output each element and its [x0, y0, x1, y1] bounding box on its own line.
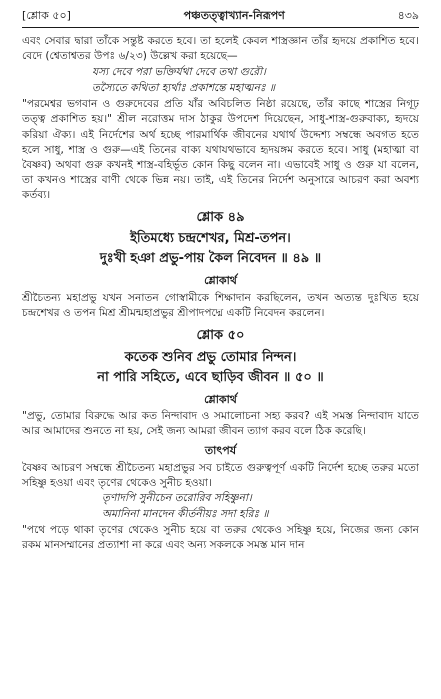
header-chapter-title: পঞ্চতত্ত্বাখ্যান-নিরূপণ	[183, 9, 285, 22]
quote-line: তস্যৈতে কথিতা হ্যর্থাঃ প্রকাশন্তে মহাত্মনঃ ॥	[92, 81, 275, 94]
verse-50-title: শ্লোক ৫০	[196, 328, 245, 344]
translation-50: "প্রভু, তোমার বিরুদ্ধে আর কত নিন্দাবাদ ও সমালোচনা সহ্য করব? এই সমস্ত নিন্দাবাদ যাতে আর আমাদের শুনতে না হয়, সেই জন্য আমরা জীবন ত্যাগ করব বলে ঠিক করেছি।	[22, 410, 419, 438]
verse-50	[22, 348, 419, 388]
verse-line: দুঃখী হঞা প্রভু-পায় কৈল নিবেদন ॥ ৪৯ ॥	[99, 251, 322, 267]
purport-heading: তাৎপর্য	[204, 444, 237, 458]
quote-line: যস্য দেবে পরা ভক্তির্যথা দেবে তথা গুরৌ।	[92, 65, 266, 78]
purport-paragraph-1: বৈষ্ণব আচরণ সম্বন্ধে শ্রীচৈতন্য মহাপ্রভুর সব চাইতে গুরুত্বপূর্ণ একটি নির্দেশ হচ্ছে তরুর মতো সহিষ্ণু হওয়া এবং তৃণের থেকেও সুনীচ হওয়া।	[22, 462, 419, 490]
quote-line: অমানিনা মানদেন কীর্তনীয়ঃ সদা হরিঃ ॥	[102, 508, 269, 521]
translation-heading: শ্লোকার্থ	[204, 392, 237, 406]
page-header	[22, 8, 419, 24]
sanskrit-quote-2	[22, 491, 419, 523]
verse-49-title: শ্লোক ৪৯	[196, 209, 245, 225]
purport-paragraph-2: "পথে পড়ে থাকা তৃণের থেকেও সুনীচ হয়ে বা তরুর থেকেও সহিষ্ণু হয়ে, নিজের জন্য কোন রকম মানসম্মানের প্রত্যাশা না করে এবং অন্য সকলকে সমস্ত মান দান	[22, 523, 419, 551]
header-verse-ref: [শ্লোক ৫০]	[22, 9, 71, 22]
paragraph-intro: এবং সেবার দ্বারা তাঁকে সন্তুষ্ট করতে হবে। তা হলেই কেবল শাস্ত্রজ্ঞান তাঁর হৃদয়ে প্রকাশিত হবে। বেদে (শ্বেতাশ্বতর উপঃ ৬/২৩) উল্লেখ করা হয়েছে—	[22, 34, 419, 62]
quote-line: তৃণাদপি সুনীচেন তরোরিব সহিষ্ণুনা।	[102, 492, 252, 505]
sanskrit-quote-1	[22, 65, 419, 97]
verse-line: কতেক শুনিব প্রভু তোমার নিন্দন।	[124, 349, 297, 365]
verse-49	[22, 229, 419, 269]
verse-line: না পারি সহিতে, এবে ছাড়িব জীবন ॥ ৫০ ॥	[97, 369, 324, 385]
paragraph-explanation: "পরমেশ্বর ভগবান ও গুরুদেবের প্রতি যাঁর অবিচলিত নিষ্ঠা রয়েছে, তাঁর কাছে শাস্ত্রের নিগূঢ় তত্ত্ব প্রকাশিত হয়।" শ্রীল নরোত্তম দাস ঠাকুর উপদেশ দিয়েছেন, সাধু-শাস্ত্র-গুরুবাক্য, হৃদয়ে করিয়া ঐক্য। এই নির্দেশের অর্থ হচ্ছে পারমার্থিক জীবনের যথার্থ উদ্দেশ্য সম্বন্ধে অবগত হতে হলে সাধু, শাস্ত্র ও গুরু—এই তিনের বাক্য যথাযথভাবে হৃদয়ঙ্গম করতে হবে। সাধু (মহাত্মা বা বৈষ্ণব) অথবা গুরু কখনই শাস্ত্র-বহির্ভূত কোন কিছু বলেন না। এভাবেই সাধু ও গুরু যা বলেন, তা কখনও শাস্ত্রের বাণী থেকে ভিন্ন নয়। তাই, এই তিনের নির্দেশ অনুসারে আচরণ করা অবশ্য কর্তব্য।	[22, 98, 419, 201]
header-rule	[22, 27, 419, 28]
verse-line: ইতিমধ্যে চন্দ্রশেখর, মিশ্র-তপন।	[130, 231, 291, 247]
translation-heading: শ্লোকার্থ	[204, 274, 237, 288]
translation-49: শ্রীচৈতন্য মহাপ্রভু যখন সনাতন গোস্বামীকে শিক্ষাদান করছিলেন, তখন অত্যন্ত দুঃখিত হয়ে চন্দ্রশেখর ও তপন মিশ্র শ্রীমন্মহাপ্রভুর শ্রীপাদপদ্মে একটি নিবেদন করলেন।	[22, 292, 419, 320]
header-page-number: ৪৩৯	[397, 9, 419, 22]
